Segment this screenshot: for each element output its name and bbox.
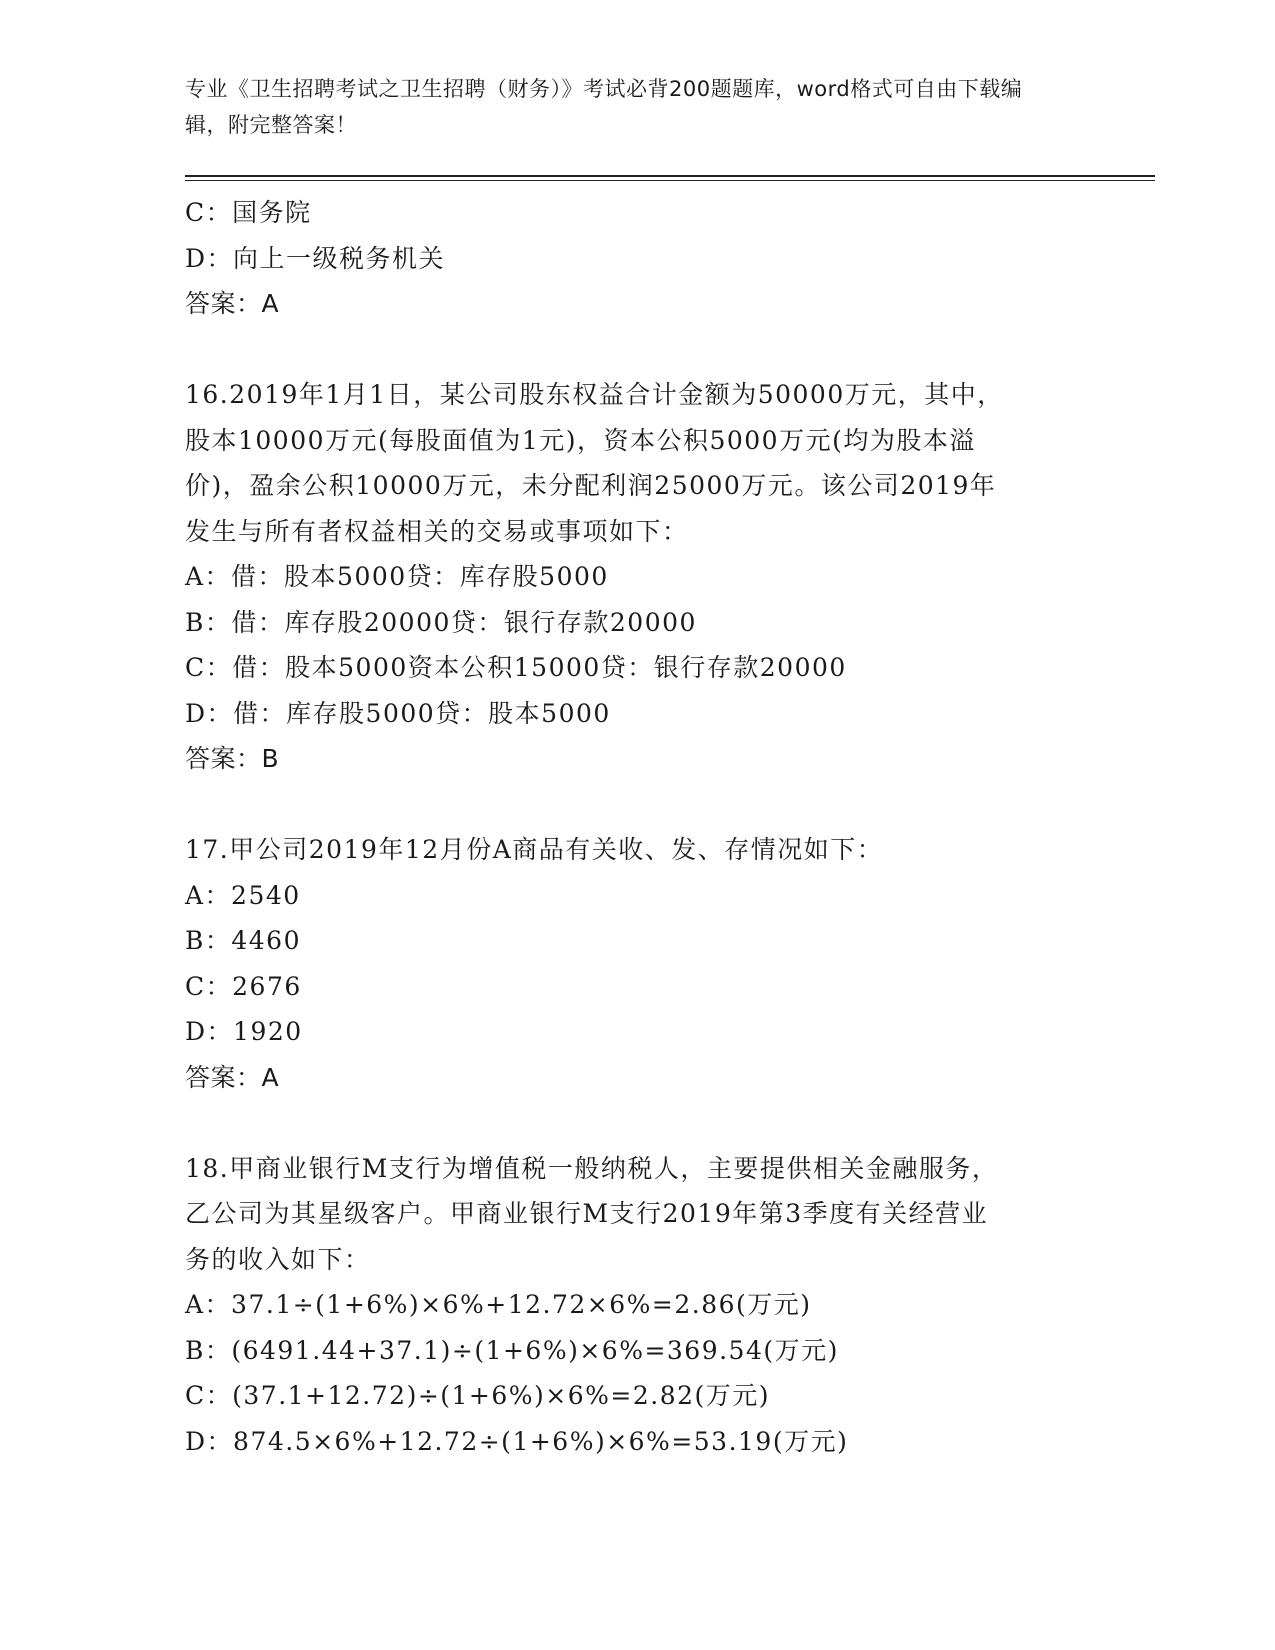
answer-line: 答案：B <box>185 744 280 773</box>
question-text-line: 18.甲商业银行M支行为增值税一般纳税人，主要提供相关金融服务， <box>185 1153 999 1183</box>
option-a: A：2540 <box>185 880 301 910</box>
spacer <box>185 782 1085 828</box>
option-c: C：借：股本5000资本公积15000贷：银行存款20000 <box>185 653 847 682</box>
document-header: 专业《卫生招聘考试之卫生招聘（财务）》考试必背200题题库，word格式可自由下载编辑，附完整答案！ <box>185 77 1023 137</box>
question-17 <box>185 827 1085 1100</box>
question-18 <box>185 1146 1085 1465</box>
question-text-line: 务的收入如下： <box>185 1244 371 1274</box>
question-text-line: 发生与所有者权益相关的交易或事项如下： <box>185 516 689 546</box>
question-text-line: 价)，盈余公积10000万元，未分配利润25000万元。该公司2019年 <box>185 471 997 500</box>
question-text-line: 乙公司为其星级客户。甲商业银行M支行2019年第3季度有关经营业 <box>185 1199 989 1228</box>
option-c: C：(37.1+12.72)÷(1+6%)×6%=2.82(万元) <box>185 1381 771 1410</box>
option-b: B：借：库存股20000贷：银行存款20000 <box>185 607 697 637</box>
answer-line: 答案：A <box>185 1062 280 1092</box>
header-divider-thick <box>185 175 1155 177</box>
option-d: D：874.5×6%+12.72÷(1+6%)×6%=53.19(万元) <box>185 1426 849 1456</box>
option-c: C：2676 <box>185 971 302 1001</box>
spacer <box>185 1100 1085 1146</box>
spacer <box>185 327 1085 373</box>
option-d: D：1920 <box>185 1017 303 1046</box>
option-a: A：借：股本5000贷：库存股5000 <box>185 562 609 591</box>
option-c: C：国务院 <box>185 198 312 227</box>
answer-line: 答案：A <box>185 289 280 318</box>
option-b: B：(6491.44+37.1)÷(1+6%)×6%=369.54(万元) <box>185 1335 839 1365</box>
question-text-line: 16.2019年1月1日，某公司股东权益合计金额为50000万元，其中， <box>185 380 1004 409</box>
option-b: B：4460 <box>185 926 301 955</box>
question-16 <box>185 372 1085 782</box>
option-d: D：借：库存股5000贷：股本5000 <box>185 698 611 728</box>
option-a: A：37.1÷(1+6%)×6%+12.72×6%=2.86(万元) <box>185 1290 812 1319</box>
option-d: D：向上一级税务机关 <box>185 243 446 273</box>
question-text-line: 股本10000万元(每股面值为1元)，资本公积5000万元(均为股本溢 <box>185 425 976 455</box>
header-divider-thin <box>185 180 1155 181</box>
question-text-line: 17.甲公司2019年12月份A商品有关收、发、存情况如下： <box>185 835 884 864</box>
document-body <box>185 190 1085 1464</box>
